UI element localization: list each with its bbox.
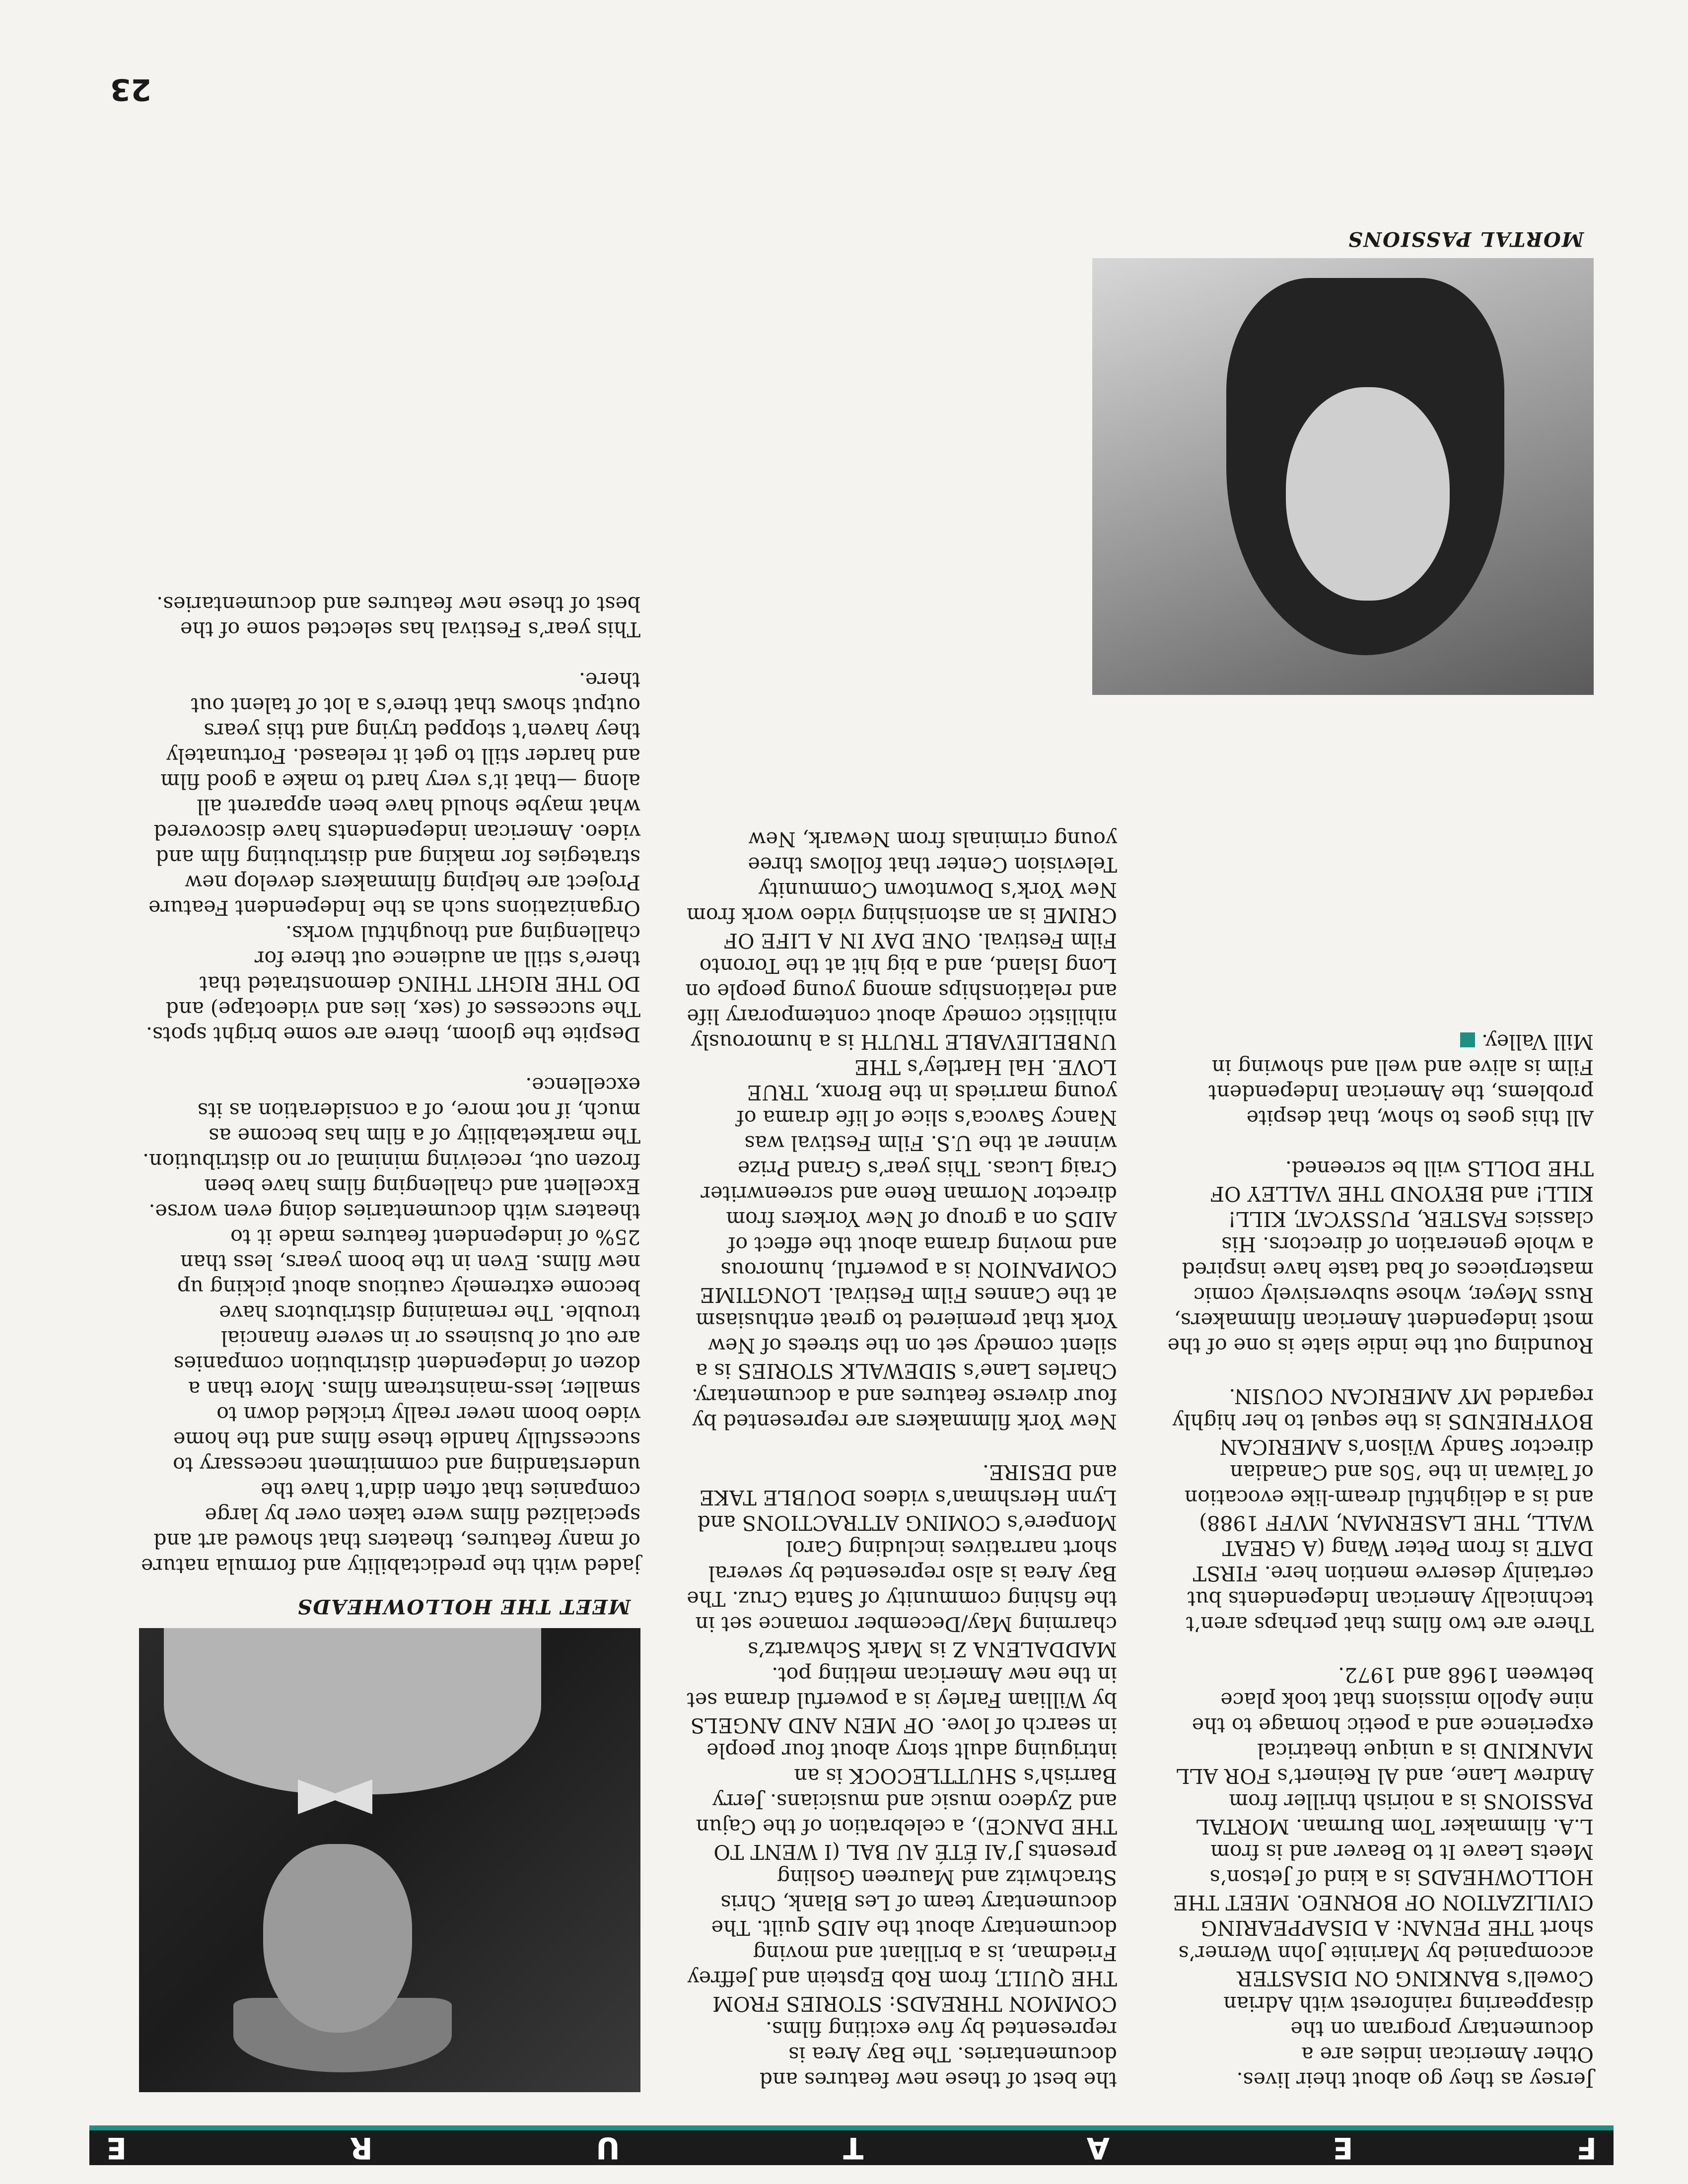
end-mark-icon xyxy=(1460,1033,1475,1048)
banner-letter: F xyxy=(1576,2130,1597,2165)
article-paragraph: Other American indies are a documentary program on the disappearing rainforest with Adrian Cowell’s BANKING ON DISASTER accompanied by Marinite John Werner’s short THE PENAN: A DISAPPEARING CIVILIZATION OF BORNEO. MEET THE HOLLOWHEADS is a kind of Jetson’s Meets Leave It to Beaver and is from L.A. filmmaker Tom Burman. MORTAL PASSIONS is a noirish thriller from Andrew Lane, and Al Reinert’s FOR ALL MANKIND is a unique theatrical experience and a poetic homage to the nine Apollo missions that took place between 1968 and 1972. xyxy=(1173,1663,1594,2066)
article-paragraph: Rounding out the indie slate is one of the most independent American filmmakers, Russ Meyer, whose subversively comic masterpieces of bad taste have inspired a whole generation of directors. His classics FASTER, PUSSYCAT, KILL! KILL! and BEYOND THE VALLEY OF THE DOLLS will be screened. xyxy=(1167,1157,1594,1358)
closing-text: All this goes to show, that despite problems, the American Independent Film is alive and well and showing in Mill Valley. xyxy=(1208,1030,1594,1130)
banner-letter: E xyxy=(1333,2130,1353,2165)
article-paragraph: There are two films that perhaps aren’t technically American Independents but certainly deserve mention here. FIRST DATE is from Peter Wang (A GREAT WALL, THE LASERMAN, MVFF 1988) and is a delightful dream-like evocation of Taiwan in the ’50s and Canadian director Sandy Wilson’s AMERICAN BOYFRIENDS is the sequel to her highly regarded MY AMERICAN COUSIN. xyxy=(1172,1384,1594,1636)
photo-figure xyxy=(164,1628,541,1794)
photo-caption: MEET THE HOLLOWHEADS xyxy=(296,1595,631,1618)
article-column-1 xyxy=(1167,1029,1594,2092)
article-column-2 xyxy=(685,826,1117,2092)
article-paragraph xyxy=(1167,1029,1594,1130)
photo-mortal-passions xyxy=(1092,258,1594,695)
photo-hollowheads xyxy=(139,1628,640,2092)
page-number: 23 xyxy=(110,72,151,107)
photo-caption: MORTAL PASSIONS xyxy=(1347,227,1584,251)
article-paragraph: This year’s Festival has selected some of the best of these new features and documentaries. xyxy=(156,592,640,641)
article-column-3 xyxy=(139,591,640,1578)
banner-letter: U xyxy=(596,2130,620,2165)
article-paragraph: the best of these new features and documentaries. The Bay Area is represented by five exciting films. COMMON THREADS: STORIES FROM THE QUILT, from Rob Epstein and Jeffrey Friedman, is a brilliant and moving documentary about the AIDS quilt. The documentary team of Les Blank, Chris Strachwitz and Maureen Gosling presents J’AI ÉTÉ AU BAL (I WENT TO THE DANCE), a celebration of the Cajun and Zydeco music and musicians. Jerry Barrish’s SHUTTLECOCK is an intriguing adult story about four people in search of love. OF MEN AND ANGELS by William Farley is a powerful drama set in the new American melting pot. MADDALENA Z is Mark Schwartz’s charming May/December romance set in the fishing community of Santa Cruz. The Bay Area is also represented by several short narratives including Carol Monpere’s COMING ATTRACTIONS and Lynn Hershman’s videos DOUBLE TAKE and DESIRE. xyxy=(687,1460,1117,2092)
banner-letter: E xyxy=(106,2130,127,2165)
banner-letter: T xyxy=(843,2130,864,2165)
photo-figure xyxy=(263,1844,412,2033)
article-paragraph: Jersey as they go about their lives. xyxy=(1236,2068,1594,2092)
feature-banner xyxy=(89,2125,1614,2165)
photo-figure xyxy=(1286,387,1450,601)
banner-letter: R xyxy=(350,2130,373,2165)
article-paragraph: New York filmmakers are represented by four diverse features and a documentary. Charles Lane’s SIDEWALK STORIES is a silent comedy set on the streets of New York that premiered to great enthusiasm at the Cannes Film Festival. LONGTIME COMPANION is a powerful, humorous and moving drama about the effect of AIDS on a group of New Yorkers from director Norman Rene and screenwriter Craig Lucas. This year’s Grand Prize winner at the U.S. Film Festival was Nancy Savoca’s slice of life drama of young marrieds in the Bronx, TRUE LOVE. Hal Hartley’s THE UNBELIEVABLE TRUTH is a humorously nihilistic comedy about contemporary life and relationships among young people on Long Island, and a big hit at the Toronto Film Festival. ONE DAY IN A LIFE OF CRIME is an astonishing video work from New York’s Downtown Community Television Center that follows three young criminals from Newark, New xyxy=(685,827,1117,1433)
banner-letter: A xyxy=(1086,2130,1110,2165)
article-paragraph: jaded with the predictability and formula nature of many features, theaters that showed art and specialized films were taken over by large companies that often didn’t have the understanding and commitment necessary to successfully handle these films and the home video boom never really trickled down to smaller, less-mainstream films. More than a dozen of independent distribution companies are out of business or in severe financial trouble. The remaining distributors have become extremely cautious about picking up new films. Even in the boom years, less than 25% of independent features made it to theaters with documentaries doing even worse. Excellent and challenging films have been frozen out, receiving minimal or no distribution. The marketability of a film has become as much, if not more, of a consideration as its excellence. xyxy=(141,1073,640,1578)
article-paragraph: Despite the gloom, there are some bright spots. The successes of (sex, lies and videotape) and DO THE RIGHT THING demonstrated that there’s still an audience out there for challenging and thoughtful works. Organizations such as the Independent Feature Project are helping filmmakers develop new strategies for making and distributing film and video. American independents have discovered what maybe should have been apparent all along —that it’s very hard to make a good film and harder still to get it released. Fortunately they haven’t stopped trying and this years output shows that there’s a lot of talent out there. xyxy=(145,668,640,1046)
